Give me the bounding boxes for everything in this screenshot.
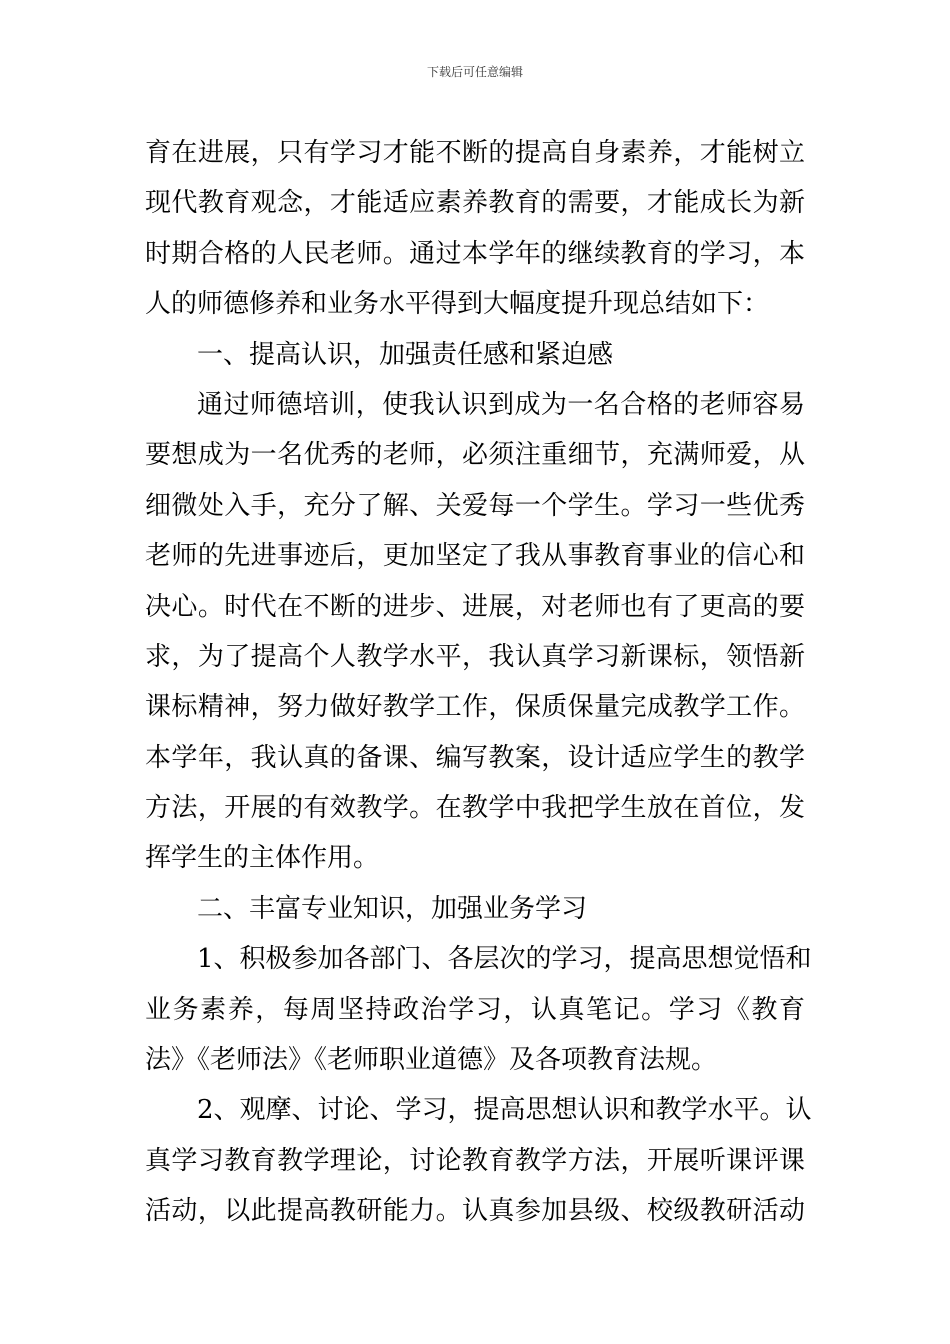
paragraph-line: 活动，以此提高教研能力。认真参加县级、校级教研活动 [145,1196,805,1227]
paragraph-line: 现代教育观念，才能适应素养教育的需要，才能成长为新 [145,188,805,219]
paragraph-line: 1、积极参加各部门、各层次的学习，提高思想觉悟和 [197,944,812,975]
paragraph-line: 法》《老师法》《老师职业道德》及各项教育法规。 [145,1045,718,1076]
paragraph-line: 挥学生的主体作用。 [145,843,380,874]
paragraph-line: 细微处入手，充分了解、关爱每一个学生。学习一些优秀 [145,490,805,521]
paragraph-line: 本学年，我认真的备课、编写教案，设计适应学生的教学 [145,742,805,773]
paragraph-line: 决心。时代在不断的进步、进展，对老师也有了更高的要 [145,591,805,622]
paragraph-line: 通过师德培训，使我认识到成为一名合格的老师容易 [197,389,805,420]
section-heading-1: 一、提高认识，加强责任感和紧迫感 [197,339,614,370]
paragraph-line: 求，为了提高个人教学水平，我认真学习新课标，领悟新 [145,641,805,672]
paragraph-line: 老师的先进事迹后，更加坚定了我从事教育事业的信心和 [145,541,805,572]
paragraph-line: 育在进展，只有学习才能不断的提高自身素养，才能树立 [145,138,805,168]
paragraph-line: 课标精神，努力做好教学工作，保质保量完成教学工作。 [145,692,805,723]
paragraph-line: 业务素养，每周坚持政治学习，认真笔记。学习《教育 [145,994,805,1025]
section-heading-2: 二、丰富专业知识，加强业务学习 [197,893,588,924]
paragraph-line: 方法，开展的有效教学。在教学中我把学生放在首位，发 [145,793,805,824]
document-body [145,128,812,1237]
paragraph-line: 时期合格的人民老师。通过本学年的继续教育的学习，本 [145,238,805,269]
page-header: 下载后可任意编辑 [426,65,523,79]
paragraph-line: 人的师德修养和业务水平得到大幅度提升现总结如下： [145,289,770,320]
paragraph-line: 真学习教育教学理论，讨论教育教学方法，开展听课评课 [145,1145,805,1176]
paragraph-line: 要想成为一名优秀的老师，必须注重细节，充满师爱，从 [145,440,805,471]
paragraph-line: 2、观摩、讨论、学习，提高思想认识和教学水平。认 [197,1095,812,1126]
